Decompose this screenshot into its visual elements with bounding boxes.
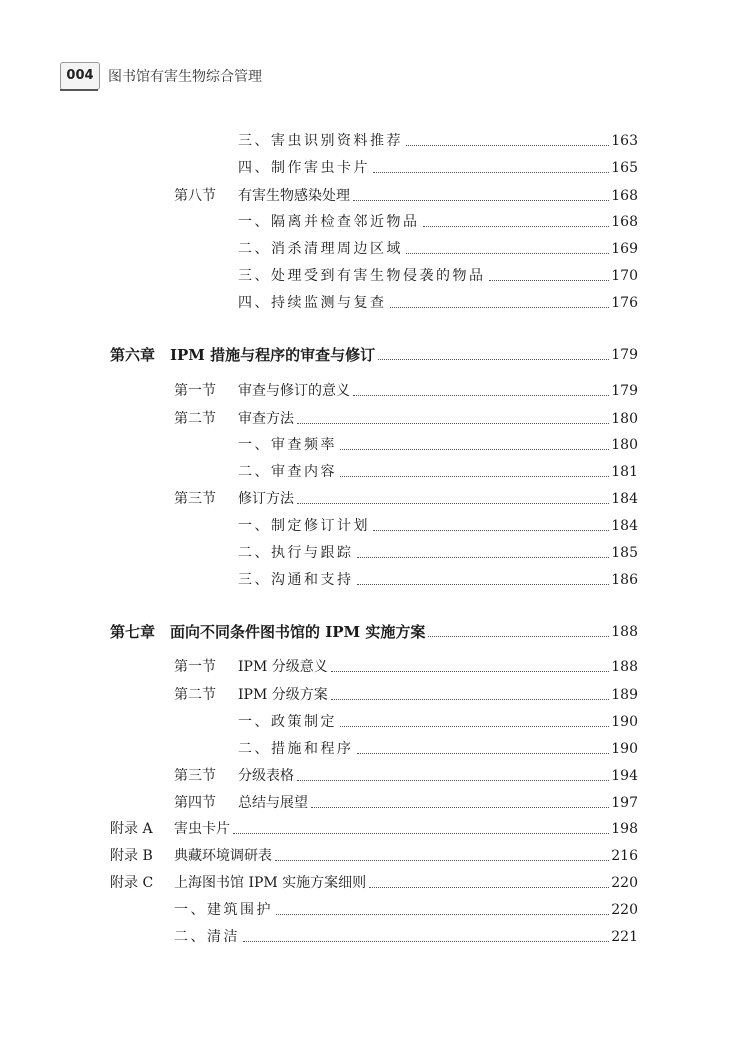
toc-entry-page: 186	[611, 572, 638, 588]
dot-leader	[369, 886, 609, 888]
toc-entry	[174, 186, 638, 206]
toc-entry-label: 三、处理受到有害生物侵袭的物品	[238, 268, 486, 284]
toc-entry-label: 三、害虫识别资料推荐	[238, 133, 403, 149]
toc-entry	[238, 239, 638, 259]
toc-entry	[110, 819, 638, 839]
toc-entry-page: 188	[611, 659, 638, 675]
toc-entry-label: IPM 分级意义	[238, 659, 328, 675]
toc-entry-number: 附录 A	[110, 821, 153, 837]
toc-entry-page: 168	[611, 188, 638, 204]
toc-entry-label: 分级表格	[238, 768, 294, 784]
toc-entry	[238, 543, 638, 563]
toc-entry-label: 二、措施和程序	[238, 741, 354, 757]
toc-entry-page: 197	[611, 795, 638, 811]
toc-entry-page: 168	[611, 214, 638, 230]
toc-entry	[238, 266, 638, 286]
toc-entry-number: 第四节	[174, 795, 216, 811]
toc-entry-label: 一、隔离并检查邻近物品	[238, 214, 420, 230]
toc-entry	[238, 516, 638, 536]
dot-leader	[378, 358, 609, 360]
toc-entry	[174, 685, 638, 705]
toc-entry-page: 220	[611, 902, 638, 918]
toc-entry	[238, 293, 638, 313]
dot-leader	[331, 698, 610, 700]
dot-leader	[233, 832, 609, 834]
toc-entry	[238, 570, 638, 590]
dot-leader	[297, 779, 609, 781]
toc-entry-label: 第六章 IPM 措施与程序的审查与修订	[110, 346, 376, 364]
toc-entry	[238, 712, 638, 732]
dot-leader	[406, 252, 609, 254]
toc-entry-label: 二、审查内容	[238, 464, 337, 480]
dot-leader	[353, 394, 609, 396]
toc-entry	[174, 793, 638, 813]
toc-entry-page: 179	[611, 347, 638, 363]
dot-leader	[357, 752, 610, 754]
dot-leader	[340, 725, 609, 727]
toc-entry-label: 典藏环境调研表	[174, 848, 272, 864]
dot-leader	[357, 556, 610, 558]
toc-entry-page: 179	[611, 383, 638, 399]
toc-entry-label: 修订方法	[238, 491, 294, 507]
toc-entry-label: IPM 分级方案	[238, 687, 328, 703]
toc-entry-page: 180	[611, 437, 638, 453]
dot-leader	[357, 583, 610, 585]
dot-leader	[428, 635, 609, 637]
toc-entry-page: 220	[611, 875, 638, 891]
toc-entry	[174, 927, 638, 947]
toc-entry	[238, 131, 638, 151]
toc-entry-page: 170	[611, 268, 638, 284]
toc-entry-number: 第一节	[174, 383, 216, 399]
toc-entry	[238, 212, 638, 232]
toc-entry	[174, 409, 638, 429]
dot-leader	[275, 859, 609, 861]
toc-entry-number: 附录 C	[110, 875, 154, 891]
toc-entry-label: 四、制作害虫卡片	[238, 160, 370, 176]
toc-entry-page: 165	[611, 160, 638, 176]
toc-entry-number: 第八节	[174, 188, 216, 204]
toc-entry-page: 180	[611, 411, 638, 427]
toc-entry-number: 第三节	[174, 491, 216, 507]
toc-entry-label: 审查方法	[238, 411, 294, 427]
toc-entry-number: 第三节	[174, 768, 216, 784]
toc-entry	[238, 739, 638, 759]
toc-entry-page: 184	[611, 518, 638, 534]
dot-leader	[423, 225, 610, 227]
toc-entry-page: 190	[611, 741, 638, 757]
toc-entry-page: 184	[611, 491, 638, 507]
toc-entry-label: 一、制定修订计划	[238, 518, 370, 534]
toc-entry	[174, 657, 638, 677]
toc-entry	[174, 489, 638, 509]
toc-entry	[110, 345, 638, 365]
toc-entry-label: 二、清洁	[174, 929, 240, 945]
dot-leader	[297, 502, 609, 504]
toc-entry-label: 有害生物感染处理	[238, 188, 350, 204]
toc-entry-label: 三、沟通和支持	[238, 572, 354, 588]
toc-entry-label: 二、执行与跟踪	[238, 545, 354, 561]
toc-entry	[238, 158, 638, 178]
dot-leader	[373, 529, 609, 531]
toc-entry-page: 221	[611, 929, 638, 945]
toc-entry	[174, 900, 638, 920]
toc-entry-label: 一、政策制定	[238, 714, 337, 730]
dot-leader	[340, 475, 609, 477]
dot-leader	[243, 940, 609, 942]
toc-entry-page: 189	[611, 687, 638, 703]
toc-entry-label: 一、审查频率	[238, 437, 337, 453]
dot-leader	[489, 279, 610, 281]
toc-entry-page: 194	[611, 768, 638, 784]
toc-entry-page: 188	[611, 624, 638, 640]
toc-entry-label: 一、建筑围护	[174, 902, 273, 918]
toc-entry-page: 216	[611, 848, 638, 864]
dot-leader	[353, 199, 609, 201]
dot-leader	[297, 422, 609, 424]
toc-entry	[238, 462, 638, 482]
toc-entry	[110, 846, 638, 866]
toc-entry-number: 第一节	[174, 659, 216, 675]
book-title: 图书馆有害生物综合管理	[108, 69, 262, 85]
toc-entry	[110, 873, 638, 893]
toc-entry-page: 198	[611, 821, 638, 837]
toc-entry-page: 185	[611, 545, 638, 561]
dot-leader	[331, 670, 610, 672]
toc-entry-page: 176	[611, 295, 638, 311]
toc-entry-number: 第二节	[174, 411, 216, 427]
toc-entry	[174, 381, 638, 401]
toc-entry-label: 上海图书馆 IPM 实施方案细则	[174, 875, 367, 891]
toc-entry-label: 二、消杀清理周边区域	[238, 241, 403, 257]
toc-entry-label: 审查与修订的意义	[238, 383, 350, 399]
toc-entry-page: 163	[611, 133, 638, 149]
toc-entry-label: 害虫卡片	[174, 821, 230, 837]
toc-entry	[174, 766, 638, 786]
toc-entry-page: 181	[611, 464, 638, 480]
toc-entry-number: 第二节	[174, 687, 216, 703]
toc-entry-page: 190	[611, 714, 638, 730]
page-number: 004	[60, 62, 100, 90]
toc-entry-page: 169	[611, 241, 638, 257]
dot-leader	[276, 913, 609, 915]
dot-leader	[406, 144, 609, 146]
toc-entry	[238, 435, 638, 455]
toc-entry	[110, 622, 638, 642]
dot-leader	[311, 806, 609, 808]
dot-leader	[340, 448, 609, 450]
toc-entry-label: 四、持续监测与复查	[238, 295, 387, 311]
toc-entry-label: 总结与展望	[238, 795, 308, 811]
toc-entry-number: 附录 B	[110, 848, 153, 864]
dot-leader	[373, 171, 609, 173]
toc-entry-label: 第七章 面向不同条件图书馆的 IPM 实施方案	[110, 623, 426, 641]
dot-leader	[390, 306, 610, 308]
